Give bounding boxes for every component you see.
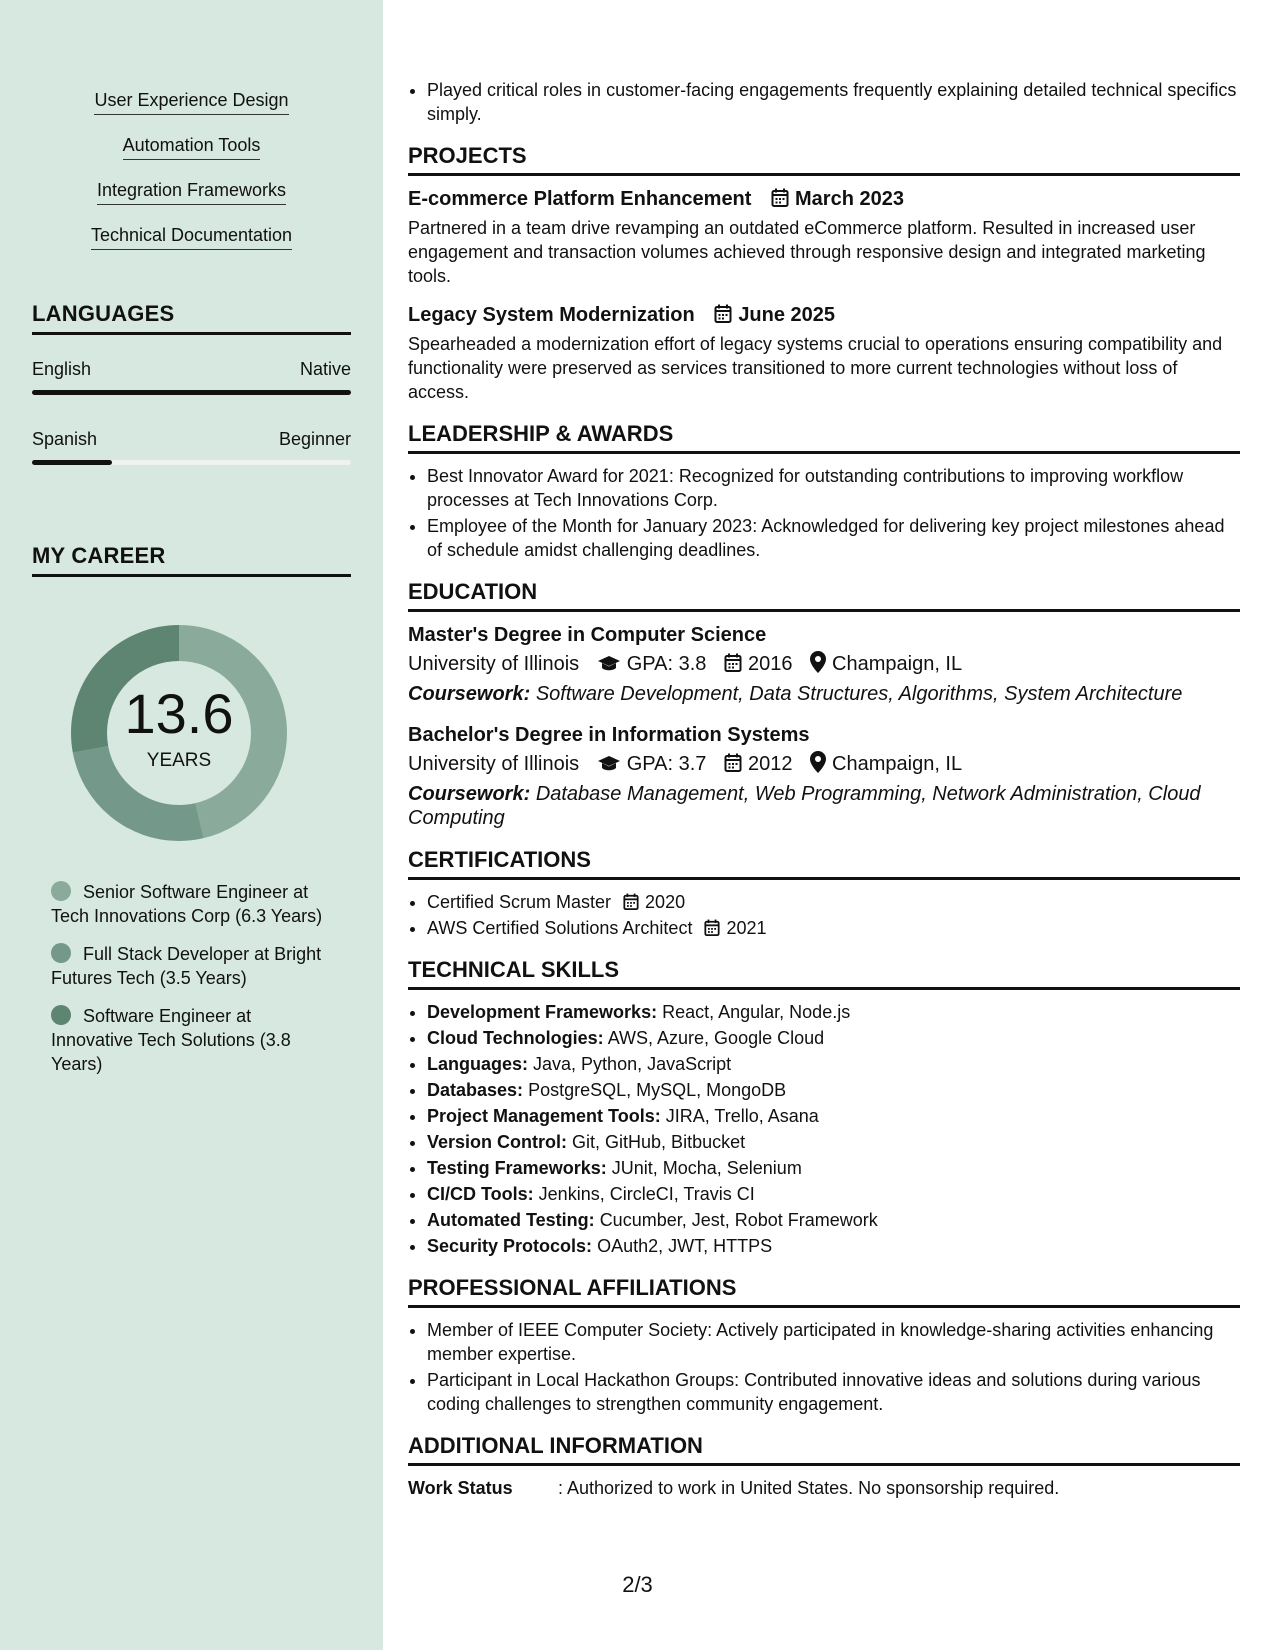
- skill-value: Git, GitHub, Bitbucket: [572, 1132, 746, 1152]
- certification-year: 2021: [726, 918, 767, 938]
- skill-label: Version Control:: [427, 1132, 568, 1152]
- skills-list: [32, 88, 351, 268]
- certifications-list: [408, 890, 1240, 940]
- skill-link[interactable]: Integration Frameworks: [97, 178, 286, 205]
- language-bar: [32, 460, 351, 465]
- sidebar: [0, 0, 383, 1650]
- career-legend-item: [51, 942, 336, 990]
- leadership-heading: LEADERSHIP & AWARDS: [408, 420, 1240, 454]
- graduation-cap-icon: [597, 755, 621, 773]
- work-status-row: [408, 1476, 1240, 1500]
- skill-link[interactable]: Automation Tools: [123, 133, 261, 160]
- info-key: Work Status: [408, 1478, 513, 1498]
- language-bar-fill: [32, 390, 351, 395]
- skill-label: Project Management Tools:: [427, 1106, 661, 1126]
- language-english: [32, 357, 351, 395]
- project-title: Legacy System Modernization: [408, 304, 695, 326]
- education-item: [408, 722, 1240, 830]
- certification-item: [427, 916, 1240, 940]
- language-name: English: [32, 359, 92, 379]
- gpa: GPA: 3.8: [626, 653, 707, 675]
- language-bar: [32, 390, 351, 395]
- skill-item: [427, 1104, 1240, 1128]
- skill-label: Cloud Technologies:: [427, 1028, 604, 1048]
- page-number-text: 2/3: [622, 1572, 653, 1597]
- language-level: Native: [299, 359, 351, 379]
- language-level: Beginner: [278, 429, 351, 449]
- career-heading: MY CAREER: [32, 542, 351, 577]
- school-name: University of Illinois: [408, 753, 580, 775]
- school-name: University of Illinois: [408, 653, 580, 675]
- project-description: Spearheaded a modernization effort of legacy systems crucial to operations ensuring compatibility and functionality were preserved as services transitioned to more current technologies without loss of access.: [408, 334, 1223, 402]
- project-title: E-commerce Platform Enhancement: [408, 188, 752, 210]
- skill-value: JIRA, Trello, Asana: [665, 1106, 819, 1126]
- project-description: Partnered in a team drive revamping an outdated eCommerce platform. Resulted in increased user engagement and transaction volumes achieved through responsive design and integrated marketing tools.: [408, 218, 1206, 286]
- skill-label: Languages:: [427, 1054, 529, 1074]
- skill-value: PostgreSQL, MySQL, MongoDB: [528, 1080, 787, 1100]
- school-location: Champaign, IL: [832, 653, 963, 675]
- calendar-icon: [724, 653, 742, 673]
- project-item: [408, 186, 1240, 288]
- skill-label: CI/CD Tools:: [427, 1184, 534, 1204]
- graduation-year: 2012: [747, 753, 793, 775]
- career-donut-chart: [66, 620, 292, 846]
- page-number: [0, 1572, 1275, 1598]
- leadership-item: • Employee of the Month for January 2023: Acknowledged for delivering key project milestones ahead of schedule amidst challenging deadlines.: [427, 514, 1240, 562]
- skill-item: [427, 1026, 1240, 1050]
- degree-title: Master's Degree in Computer Science: [408, 624, 767, 646]
- legend-dot: [51, 943, 71, 963]
- calendar-icon: [704, 919, 720, 937]
- skill-label: Automated Testing:: [427, 1210, 595, 1230]
- technical-skills-list: [408, 1000, 1240, 1258]
- skill-item: [427, 1052, 1240, 1076]
- skill-label: Testing Frameworks:: [427, 1158, 607, 1178]
- skill-label: Databases:: [427, 1080, 524, 1100]
- calendar-icon: [623, 893, 639, 911]
- legend-dot: [51, 881, 71, 901]
- career-legend-text: Full Stack Developer at Bright Futures Tech (3.5 Years): [51, 944, 322, 988]
- skill-item: [427, 1000, 1240, 1024]
- career-legend-item: [51, 1004, 336, 1076]
- career-total: 13.6: [124, 682, 234, 745]
- technical-skills-heading: TECHNICAL SKILLS: [408, 956, 1240, 990]
- language-bar-fill: [32, 460, 112, 465]
- skill-item: [427, 1078, 1240, 1102]
- affiliations-heading: PROFESSIONAL AFFILIATIONS: [408, 1274, 1240, 1308]
- degree-title: Bachelor's Degree in Information Systems: [408, 724, 810, 746]
- skill-label: Development Frameworks:: [427, 1002, 658, 1022]
- skill-item: [427, 1208, 1240, 1232]
- skill-value: AWS, Azure, Google Cloud: [607, 1028, 825, 1048]
- project-date: June 2025: [738, 304, 836, 326]
- skill-item: [427, 1156, 1240, 1180]
- certification-name: Certified Scrum Master: [427, 892, 612, 912]
- leadership-list: [408, 464, 1240, 562]
- education-item: [408, 622, 1240, 706]
- calendar-icon: [714, 304, 732, 324]
- languages-heading: LANGUAGES: [32, 300, 351, 335]
- skill-value: JUnit, Mocha, Selenium: [611, 1158, 802, 1178]
- affiliations-list: [408, 1318, 1240, 1416]
- career-legend-item: [51, 880, 336, 928]
- calendar-icon: [724, 753, 742, 773]
- coursework: Database Management, Web Programming, Network Administration, Cloud Computing: [408, 783, 1201, 829]
- skill-value: Java, Python, JavaScript: [533, 1054, 732, 1074]
- experience-bullet: • Played critical roles in customer-facing engagements frequently explaining detailed technical specifics simply.: [427, 78, 1240, 126]
- skill-value: Cucumber, Jest, Robot Framework: [599, 1210, 878, 1230]
- coursework: Software Development, Data Structures, Algorithms, System Architecture: [535, 683, 1183, 705]
- location-pin-icon: [810, 751, 826, 773]
- info-value: : Authorized to work in United States. No sponsorship required.: [558, 1478, 1060, 1498]
- language-spanish: [32, 427, 351, 465]
- affiliation-item: • Participant in Local Hackathon Groups: Contributed innovative ideas and solutions during various coding challenges to strengthen community engagement.: [427, 1368, 1240, 1416]
- main-content: [408, 78, 1240, 1500]
- calendar-icon: [771, 188, 789, 208]
- coursework-label: Coursework:: [408, 683, 531, 705]
- experience-bullets: [408, 78, 1240, 126]
- certification-item: [427, 890, 1240, 914]
- skill-item: [427, 1234, 1240, 1258]
- leadership-item: • Best Innovator Award for 2021: Recognized for outstanding contributions to improving workflow processes at Tech Innovations Corp.: [427, 464, 1240, 512]
- gpa: GPA: 3.7: [626, 753, 707, 775]
- legend-dot: [51, 1005, 71, 1025]
- affiliation-item: • Member of IEEE Computer Society: Actively participated in knowledge-sharing activities enhancing member expertise.: [427, 1318, 1240, 1366]
- graduation-cap-icon: [597, 655, 621, 673]
- skill-item: [427, 1130, 1240, 1154]
- skill-label: Security Protocols:: [427, 1236, 593, 1256]
- career-legend-text: Senior Software Engineer at Tech Innovations Corp (6.3 Years): [51, 882, 323, 926]
- career-unit: YEARS: [146, 750, 212, 771]
- graduation-year: 2016: [747, 653, 793, 675]
- school-location: Champaign, IL: [832, 753, 963, 775]
- career-legend: [51, 880, 336, 1090]
- certification-year: 2020: [645, 892, 686, 912]
- certification-name: AWS Certified Solutions Architect: [427, 918, 693, 938]
- project-date: March 2023: [795, 188, 904, 210]
- coursework-label: Coursework:: [408, 783, 531, 805]
- location-pin-icon: [810, 651, 826, 673]
- education-heading: EDUCATION: [408, 578, 1240, 612]
- skill-value: OAuth2, JWT, HTTPS: [597, 1236, 773, 1256]
- projects-heading: PROJECTS: [408, 142, 1240, 176]
- additional-info-heading: ADDITIONAL INFORMATION: [408, 1432, 1240, 1466]
- career-legend-text: Software Engineer at Innovative Tech Solutions (3.8 Years): [51, 1006, 291, 1074]
- certifications-heading: CERTIFICATIONS: [408, 846, 1240, 880]
- language-name: Spanish: [32, 429, 98, 449]
- skill-value: React, Angular, Node.js: [662, 1002, 851, 1022]
- project-item: [408, 302, 1240, 404]
- skill-link[interactable]: Technical Documentation: [91, 223, 292, 250]
- skill-value: Jenkins, CircleCI, Travis CI: [538, 1184, 755, 1204]
- skill-item: [427, 1182, 1240, 1206]
- skill-link[interactable]: User Experience Design: [94, 88, 288, 115]
